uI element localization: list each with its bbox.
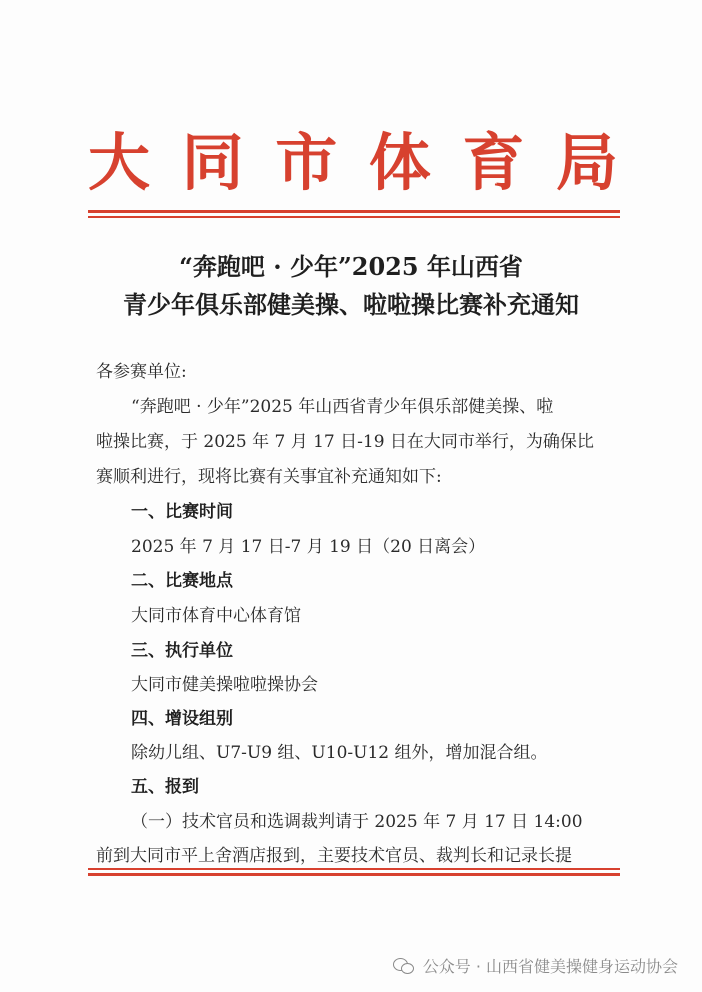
agency-char: 市: [275, 126, 338, 199]
agency-char: 局: [555, 126, 618, 199]
section-content-organizer: 大同市健美操啦啦操协会: [131, 675, 318, 695]
agency-char: 育: [462, 126, 525, 199]
salutation: 各参赛单位:: [96, 362, 187, 382]
registration-line-1: （一）技术官员和选调裁判请于 2025 年 7 月 17 日 14:00: [131, 812, 583, 832]
document-title-line-2: 青少年俱乐部健美操、啦啦操比赛补充通知: [123, 290, 579, 319]
section-content-venue: 大同市体育中心体育馆: [131, 606, 301, 626]
agency-char: 同: [181, 126, 244, 199]
section-heading-groups: 四、增设组别: [131, 709, 233, 729]
wechat-icon: [393, 957, 415, 975]
section-content-time: 2025 年 7 月 17 日-7 月 19 日（20 日离会）: [131, 537, 486, 557]
wechat-watermark: [393, 954, 678, 977]
intro-line-2: 啦操比赛，于 2025 年 7 月 17 日-19 日在大同市举行，为确保比: [96, 432, 594, 452]
agency-char: 大: [88, 126, 151, 199]
document-title-line-1: “奔跑吧 · 少年”2025 年山西省: [179, 252, 523, 281]
section-heading-time: 一、比赛时间: [131, 502, 233, 522]
header-divider: [88, 210, 620, 218]
section-heading-registration: 五、报到: [131, 777, 199, 797]
section-content-groups: 除幼儿组、U7-U9 组、U10-U12 组外，增加混合组。: [131, 743, 548, 763]
section-heading-venue: 二、比赛地点: [131, 571, 233, 591]
intro-line-3: 赛顺利进行，现将比赛有关事宜补充通知如下:: [96, 467, 442, 487]
section-heading-organizer: 三、执行单位: [131, 641, 233, 661]
watermark-text: 公众号 · 山西省健美操健身运动协会: [422, 957, 678, 976]
registration-line-2: 前到大同市平上舍酒店报到，主要技术官员、裁判长和记录长提: [96, 846, 572, 866]
intro-line-1: “奔跑吧 · 少年”2025 年山西省青少年俱乐部健美操、啦: [131, 397, 554, 417]
footer-divider: [88, 868, 620, 876]
agency-header: [88, 128, 618, 198]
agency-char: 体: [368, 126, 431, 199]
